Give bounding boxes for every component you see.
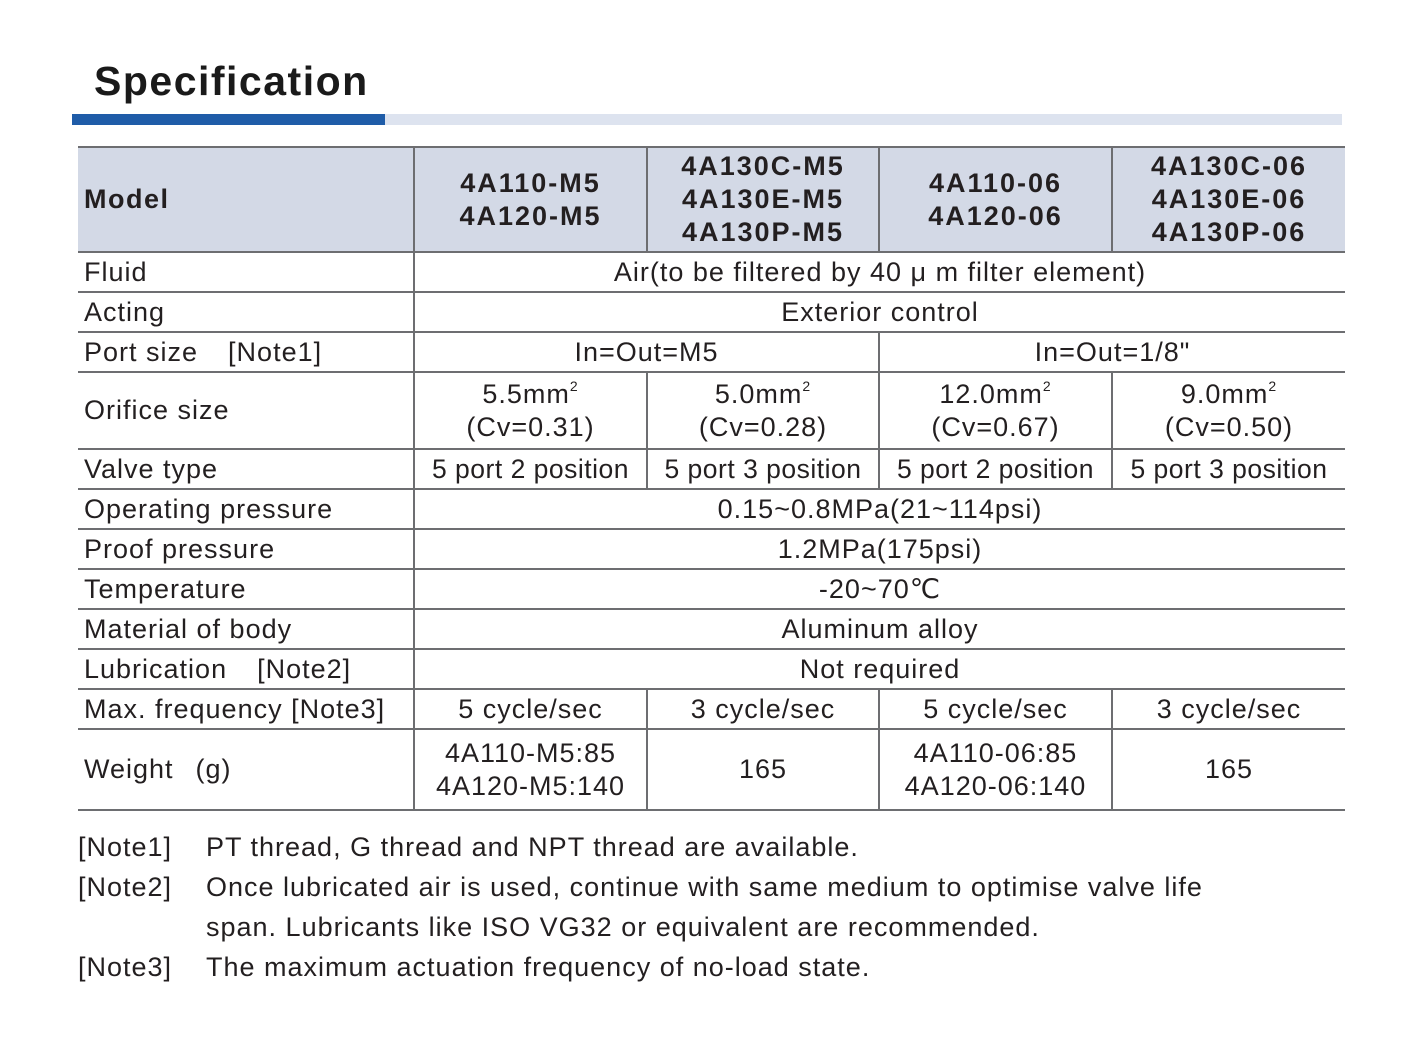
note-item [78, 947, 1306, 987]
row-value [414, 372, 647, 449]
port-size-row [78, 332, 1345, 372]
model-name: 4A130E-M5 [681, 184, 845, 214]
weight-line: 165 [1204, 754, 1254, 784]
weight-row [78, 729, 1345, 810]
valve-type-row [78, 449, 1345, 489]
model-cell [1112, 147, 1345, 252]
row-label: Max. frequency [Note3] [78, 689, 414, 729]
operating-pressure-row [78, 489, 1345, 529]
row-value: 5 cycle/sec [414, 689, 647, 729]
temperature-row [78, 569, 1345, 609]
row-value: 0.15~0.8MPa(21~114psi) [414, 489, 1345, 529]
row-value: Air(to be filtered by 40 μ m filter element) [414, 252, 1345, 292]
row-label [78, 332, 414, 372]
row-value [1112, 372, 1345, 449]
title-underline-rule [385, 114, 1342, 125]
material-row [78, 609, 1345, 649]
acting-row [78, 292, 1345, 332]
row-label: Operating pressure [78, 489, 414, 529]
row-label: Fluid [78, 252, 414, 292]
note-text [206, 827, 1306, 867]
row-value: Aluminum alloy [414, 609, 1345, 649]
row-label-text: Lubrication [84, 653, 228, 684]
model-cell [879, 147, 1112, 252]
note-tag: [Note3] [78, 952, 173, 982]
unit-label: (g) [195, 754, 232, 784]
model-name: 4A130P-M5 [681, 217, 845, 247]
row-label [78, 729, 414, 810]
note-item [78, 827, 1306, 867]
row-value: In=Out=M5 [414, 332, 879, 372]
row-label [78, 649, 414, 689]
note-line: Once lubricated air is used, continue with same medium to optimise valve life [206, 872, 1203, 902]
superscript: 2 [1268, 377, 1278, 394]
row-value: 3 cycle/sec [647, 689, 879, 729]
note-item [78, 867, 1306, 947]
model-name: 4A110-M5 [460, 167, 601, 198]
fluid-row [78, 252, 1345, 292]
model-cell [647, 147, 879, 252]
model-name: 4A120-06 [928, 200, 1063, 231]
model-name: 4A110-06 [928, 167, 1063, 198]
specification-table [78, 146, 1345, 811]
orifice-area: 9.0mm [1180, 378, 1269, 409]
row-label: Temperature [78, 569, 414, 609]
weight-line: 4A120-M5:140 [435, 770, 626, 801]
row-value: Exterior control [414, 292, 1345, 332]
note-line: The maximum actuation frequency of no-load state. [206, 952, 871, 982]
row-value [647, 372, 879, 449]
note-text [206, 867, 1306, 947]
weight-line: 4A110-M5:85 [444, 737, 617, 768]
model-label: Model [78, 147, 414, 252]
superscript: 2 [1042, 377, 1052, 394]
row-value [879, 729, 1112, 810]
row-label: Valve type [78, 449, 414, 489]
row-label: Material of body [78, 609, 414, 649]
note-tag: [Note1] [78, 832, 173, 862]
page-title: Specification [94, 58, 369, 104]
model-name: 4A130C-M5 [681, 151, 845, 181]
orifice-cv: (Cv=0.67) [931, 411, 1060, 442]
weight-line: 4A120-06:140 [904, 770, 1087, 801]
note-tag: [Note2] [78, 872, 173, 902]
row-value: 5 port 2 position [414, 449, 647, 489]
row-label-text: Weight [84, 754, 174, 784]
row-label: Orifice size [78, 372, 414, 449]
orifice-area: 12.0mm [939, 378, 1043, 409]
note-line: span. Lubricants like ISO VG32 or equivalent are recommended. [206, 912, 1040, 942]
title-underline-accent [72, 114, 385, 125]
row-value: 5 port 3 position [1112, 449, 1345, 489]
row-value: -20~70℃ [414, 569, 1345, 609]
row-label: Proof pressure [78, 529, 414, 569]
row-label-text: Port size [84, 336, 199, 367]
orifice-area: 5.5mm [482, 378, 570, 409]
row-value: 3 cycle/sec [1112, 689, 1345, 729]
row-value: In=Out=1/8" [879, 332, 1345, 372]
max-frequency-row [78, 689, 1345, 729]
row-value: 5 port 3 position [647, 449, 879, 489]
model-cell [414, 147, 647, 252]
row-label: Acting [78, 292, 414, 332]
model-name: 4A130E-06 [1151, 184, 1307, 214]
lubrication-row [78, 649, 1345, 689]
superscript: 2 [569, 377, 579, 394]
note-text [206, 947, 1306, 987]
orifice-cv: (Cv=0.28) [698, 411, 828, 442]
model-header-row [78, 147, 1345, 252]
note-line: PT thread, G thread and NPT thread are available. [206, 832, 859, 862]
weight-line: 165 [738, 754, 788, 784]
orifice-cv: (Cv=0.50) [1164, 411, 1294, 442]
model-name: 4A130C-06 [1150, 151, 1308, 181]
weight-line: 4A110-06:85 [913, 737, 1078, 768]
row-value: Not required [414, 649, 1345, 689]
notes-section [78, 827, 1306, 987]
model-name: 4A130P-06 [1151, 217, 1307, 247]
row-value [1112, 729, 1345, 810]
row-value [647, 729, 879, 810]
row-value: 5 port 2 position [879, 449, 1112, 489]
row-value: 5 cycle/sec [879, 689, 1112, 729]
model-name: 4A120-M5 [459, 200, 602, 231]
orifice-size-row [78, 372, 1345, 449]
superscript: 2 [802, 377, 812, 394]
row-value [879, 372, 1112, 449]
orifice-area: 5.0mm [714, 378, 803, 409]
note-reference: [Note1] [228, 336, 323, 367]
row-value [414, 729, 647, 810]
proof-pressure-row [78, 529, 1345, 569]
note-reference: [Note2] [257, 653, 352, 684]
row-value: 1.2MPa(175psi) [414, 529, 1345, 569]
orifice-cv: (Cv=0.31) [466, 411, 595, 442]
